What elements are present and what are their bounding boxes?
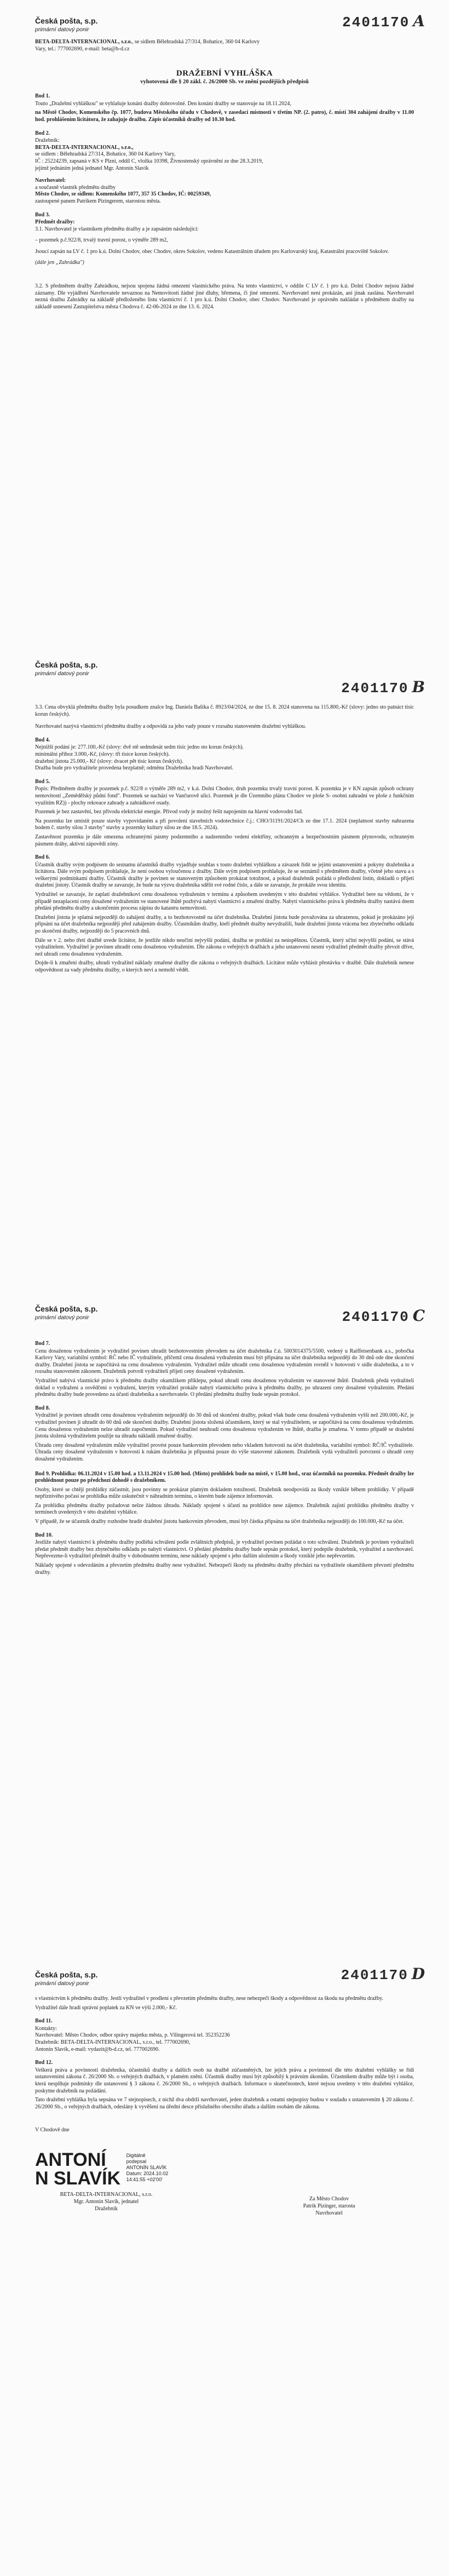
text-line: Předmět dražby: [35,219,75,226]
company-name: Česká pošta, s.p. [35,1970,98,1979]
paragraph: Veškerá práva a povinnosti dražebníka, účastníků dražby a dalších osob na dražbě zúčastněných, lze jejich práva a povinnosti dle této dražební vyhlášky se řídí ustanoveními zákona č. 26/2000 Sb. o veřejných dražbách, v platném znění. Účastník dražby musí být způsobilý k právním úkonům. Účastníkem dražby může být i osoba, která nesplňuje podmínky dle ustanovení § 3 zákona č. 26/2000 Sb., o veřejných dražbách. Informace o skutečnostech, které nejsou uvedeny v této dražební vyhlášce, poskytne dražebník na požádání. [35,2067,414,2094]
paragraph: Dojde-li k zmaření dražby, uhradí vydražitel náklady zmařené dražby dle zákona o veřejných dražbách. Licitátor může vyhlásit přestávku v dražbě. Dále dražebník nenese odpovědnost za vady předmětu dražby, o kterých neví a nemohl vědět. [35,960,414,973]
signature-meta-line: Digitálně [126,2152,146,2158]
paragraph: V případě, že se účastník dražby rozhodne hradit dražební jistotu bankovním převodem, musí být částka připsána na účet dražebníka nejpozději do 100.000,-Kč na účet. [35,1519,404,1525]
signature-meta-line: ANTONÍN SLAVÍK [126,2164,167,2170]
page-header [35,1970,97,1988]
document-page-4 [0,1932,449,2576]
text-line: Nejnižší podání je: 277.100,-Kč (slovy: dvě stě sedmdesát sedm tisíc jedno sto korun českých). [35,744,244,751]
company-name: Česká pošta, s.p. [35,1304,98,1313]
paragraph: Pozemek je bez zastavění, bez přívodu elektrické energie. Přívod vody je možný řešit napojením na hlavní vodovodní řad. [35,809,303,815]
document-number [341,678,426,697]
paragraph: Cenu dosaženou vydražením je vydražitel povinen uhradit bezhotovostním převodem na účet dražebníka č.ú. 5003014375/5500, vedený u Raiffeisenbank a.s., pobočka Karlovy Vary, variabilní symbol: RČ nebo IČ vydražitele, přičemž cena dosažená vydražením musí být připsána na účet dražebníka nejpozději do 30 dnů ode dne skončení dražby. Dražební jistota se započítává na cenu dosaženou vydražením. Vydražitel může uhradit cenu dosaženou vydražením rovněž v hotovosti v sídle dražebníka, a to v rozsahu stanoveném zákonem. Dražebník potvrdí vydražiteli přijetí ceny dosažené vydražením. [35,1348,414,1375]
paragraph: Náklady spojené s odevzdáním a převzetím předmětu dražby nese vydražitel. Nebezpečí škody na předmětu dražby přechází na vydražitele okamžikem převzetí předmětu dražby. [35,1562,414,1576]
digital-signature [35,2150,210,2188]
text-line: dražební jistota 25.000,- Kč (slovy: dvacet pět tisíc korun českých). [35,758,183,764]
text-line: Dražebník: BETA-DELTA-INTERNACIONAL, s.r.o., tel. 777002690, [35,2039,191,2045]
section-heading: Bod 2. [35,130,50,136]
text-line: IČ : 25224239, zapsaná v KS v Plzni, oddíl C, vložka 10398, Živnostenský oprávnění ze dne 28.3.2019, [35,158,263,164]
signature-name-line-2: N SLAVÍK [35,2167,121,2189]
document-subtitle: vyhotovená dle § 20 zákl. č. 26/2000 Sb. ve znění pozdějších předpisů [140,78,309,85]
text-line: zastoupené panem Patrikem Pizingerem, starostou města. [35,198,161,204]
section-heading: Bod 1. [35,93,50,100]
signature-meta-line: podepsal [126,2158,147,2164]
page-header [35,1304,97,1322]
text-line: BETA-DELTA-INTERNACIONAL, s.r.o., [35,144,134,151]
sender-line-1 [35,39,260,45]
section-heading: Bod 4. [35,737,50,743]
sender-address: , se sídlem Bělehradská 27/314, Bohatice, 360 04 Karlovy [131,39,260,45]
text-line: Dražebník: [35,137,60,144]
signature-area [35,2150,414,2244]
text-line: Jsoucí zapsán na LV č. 1 pro k.ú. Dolní Chodov, obec Chodov, okres Sokolov, vedeno Katastrálním úřadem pro Karlovarský kraj, Katastrální pracoviště Sokolov. [35,248,389,255]
text-line: Navrhovatel: [35,177,66,184]
paragraph: Dále se v 2. nebo třetí dražbě uvede licitátor, že jestliže nikdo neučiní nejvyšší podání, dražba se prohlásí za neúspěšnou. Účastník, který učiní nejvyšší podání, se stává vydražitelem. Vydražitel je povinen uhradit cenu dosaženou vydražením. Dle zákona o veřejných dražbách a jeho ustanovení nesmí vydražitel předmět dražby převzít dříve, než uhradí cenu dosaženou vydražením. [35,937,414,957]
paragraph: Tato dražební vyhláška byla sepsána ve 7 stejnopisech, z nichž dva obdrží navrhovatel, jeden dražebník a ostatní stejnopisy budou v souladu s ustanovením § 20 zákona č. 26/2000 Sb., o veřejných dražbách, odeslány k vyvěšení na úřední desce příslušného obecního úřadu a dalším osobám dle zákona. [35,2097,414,2110]
signature-meta [126,2150,169,2183]
paragraph: Vydražitel je povinen uhradit cenu dosaženou vydražením nejpozději do 30 dnů od skončení dražby, pokud však bude cena dosažená vydražením vyšší než 200.000,-Kč, je vydražitel povinen ji uhradit do 60 dnů ode skončení dražby. Dražební jistota složená účastníkem, který se stal vydražitelem, se započítává na cenu dosaženou vydražením. Cenu dosaženou vydražením nelze uhradit započtením. Pokud vydražitel neuhradí cenu dosaženou vydražením ve lhůtě, dražba je zmařena. V tomto případě se dražební jistota složená vydražitelem použije na úhradu nákladů zmařené dražby. [35,1412,414,1440]
paragraph: Navrhovatel nazývá vlastnictví předmětu dražby a odpovídá za jeho vady pouze v rozsahu stanoveném dražební vyhláškou. [35,723,306,730]
page-body [35,704,414,976]
handwritten-mark: C [412,1307,426,1325]
section-heading: Bod 6. [35,854,50,861]
sender-block [35,38,375,53]
signature-name-line-1: ANTONÍ [35,2149,106,2170]
document-number-value: 2401170 [341,1967,408,1983]
page-header [35,16,97,34]
paragraph: Jestliže nabytí vlastnictví k předmětu dražby podléhá schválení podle zvláštních předpisů, je vydražitel povinen požádat o toto schválení. Dražebník je povinen vydražiteli předat předmět dražby bez zbytečného odkladu po nabytí vlastnictví. O předání předmětu dražby bude sepsán protokol, který podepíše dražebník, vydražitel a navrhovatel. Nepřevezme-li vydražitel předmět dražby v dohodnutém termínu, nese náklady spojené s jeho dalším uložením a škody vzniklé jeho nepřevzetím. [35,1539,414,1560]
text-line: se sídlem : Bělehradská 27/314, Bohatice, 360 04 Karlovy Vary, [35,151,176,158]
text-line: a současně vlastník předmětu dražby [35,184,116,191]
company-subtitle: primární datový ponir [35,670,89,677]
text-line: 3.1. Navrhovatel je vlastníkem předmětu dražby a je zapsáním následující: [35,226,199,232]
text-line: Antonín Slavík, e-mail: vydazit@b-d.cz, tel. 777002690. [35,2046,160,2052]
text-line: Město Chodov, se sídlem: Komenského 1077, 357 35 Chodov, IČ: 00259349, [35,191,211,198]
document-title: DRAŽEBNÍ VYHLÁŠKA [176,69,273,78]
paragraph: Touto „Dražební vyhláškou" se vyhlašuje konání dražby dobrovolné. Den konání dražby se stanovuje na 18.11.2024, [35,100,291,107]
paragraph: Za prohlídku předmětu dražby požadovat nelze žádnou úhradu. Náklady spojené s účastí na prohlídce nese zájemce. Dražebník zajistí prohlídku předmětu dražby v termínech uvedených v této dražební vyhlášce. [35,1502,414,1516]
caption-line: Dražebník [95,2205,118,2212]
company-name: Česká pošta, s.p. [35,660,98,669]
section-heading: Bod 12. [35,2060,53,2066]
paragraph: Úhradu ceny dosažené vydražením může vydražitel provést pouze bankovním převodem nebo vkladem hotovosti na účet dražebníka, variabilní symbol: RČ/IČ vydražitele. Úhrada ceny dosažené vydražením v hotovosti k rukám dražebníka je přípustná pouze do výše stanovené zákonem. Dražebník vydá vydražiteli potvrzení o úhradě ceny dosažené vydražením. [35,1442,414,1462]
handwritten-mark: D [411,1965,426,1983]
company-subtitle: primární datový ponir [35,1980,89,1987]
section-heading: Bod 7. [35,1341,50,1347]
signature-meta-line: Datum: 2024.10.02 [126,2170,169,2176]
page-body [35,65,414,313]
paragraph: Na pozemku lze umístit pouze stavby vypovídaném a při povolení stavebních vodotechnice č.j.: CHO/31191/2024/Ch ze dne 17.1. 2024 (neplatnost stavby nahrazena bodem č. stavby silou 3 stavby" stavby a pozemky kultury silou ze dne 18.5. 2024). [35,818,414,831]
section-heading: Bod 5. [35,778,50,785]
paragraph: Popis: Předmětem dražby je pozemek p.č. 922/8 o výměře 289 m2, v k.ú. Dolní Chodov, druh pozemku trvalý travní porost. K pozemku je v KN zapsán způsob ochrany nemovitostí „Zemědělský půdní fond". Pozemek se nachází ve Vančurově ulici. Pozemek je dle Územního plánu Chodov ve ploše S- osobní zahradní ve ploše z funkčním využitím RZ)) - plochy rekreace zahrady a zahrádkové osady. [35,786,414,806]
dražebník-signature [35,2150,210,2212]
signature-name [35,2150,120,2188]
document-number-value: 2401170 [342,14,410,31]
document-number [341,1965,427,1983]
signature-meta-line: 14:41:55 +02'00' [126,2176,163,2182]
document-page-3 [0,1288,449,1932]
paragraph: 3.3. Cena obvyklá předmětu dražby byla posudkem znalce Ing. Daniela Bašíka č. 8923/04/2024, ze dne 15. 8. 2024 stanovena na 115.800,-Kč (slovy: jedno sto patnáct tisíc korun českých). [35,704,414,717]
paragraph: Zastavěnost pozemku je dále omezena ochrannými pásmy podzemního a nadzemního vedení elektřiny, ochranným a bezpečnostním pásmem plynovodu, ochranným pásmem dráhy, aktivní zápovědí zóny. [35,833,414,847]
document-number-value: 2401170 [341,680,409,697]
handwritten-mark: B [412,678,426,696]
section-heading: Bod 3. [35,211,50,218]
document-page-2 [0,644,449,1288]
text-line: Navrhovatel: Město Chodov, odbor správy majetku města, p. Vilingerová tel. 352352236 [35,2032,230,2039]
company-subtitle: primární datový ponir [35,1314,89,1321]
document-number [342,12,426,31]
section-heading: Bod 8. [35,1405,50,1411]
page-header [35,660,97,678]
signature-caption [35,2191,177,2212]
text-line: Kontakty: [35,2025,57,2032]
document-page-1 [0,0,449,644]
text-line: – pozemek p.č.922/8, trvalý travní porost, o výměře 289 m2, [35,237,168,244]
page-body [35,1996,414,2244]
paragraph: na Městě Chodov, Komenského čp. 1077, budova Městského úřadu v Chodově, v zasedací místnosti v třetím NP. (2. patro), č. místí 304 zahájení dražby v 11.00 hod. prohlášením licitátora, že zahajuje dražbu. Zápis účastníků dražby od 10.30 hod. [35,110,414,123]
sender-company: BETA-DELTA-INTERNACIONAL, s.r.o. [35,39,132,45]
text-line: jejímž jednáním jedná jednatel Mgr. Antonín Slavík [35,165,149,171]
document-number-value: 2401170 [342,1309,410,1325]
section-heading: Bod 11. [35,2018,53,2025]
paragraph: 3.2. S předmětem dražby Zahrádkou, nejsou spojena žádná omezení vlastnického práva. Na tento vlastnictví, v oddíle C LV č. 1 pro k.ú. Dolní Chodov nejsou žádné záznamy. Dle vyjádření Navrhovatele nevaznou na Nemovitosti žádné jiné dluhy, břemena, či jiné omezení. Navrhovatel není prokázán, ani jinak zaslána. Navrhovatel nezná dražbu Zahrádky na základě předloženého listu vlastnictví č. 1 pro k.ú. Dolní Chodov, obec Chodov. Navrhovatel je oprávněn nakládat s předmětem dražby na základě usnesení Zastupitelstva města Chodova č. 42-06-2024 ze dne 13. 6. 2024. [35,283,414,310]
document-number [342,1307,426,1325]
paragraph: Účastník dražby svým podpisem do seznamu účastníků dražby vyjadřuje souhlas s touto dražební vyhláškou a závazek řídit se jejími ustanoveními a pokyny dražebníka a licitátora. Dále svým podpisem prohlašuje, že není osobou vyloučenou z dražby. Dále svým podpisem prohlašuje, že se seznámil s předmětem dražby, včetně jeho stavu a s veškerými podmínkami dražby. Účastník dražby je povinen se stanoveným způsobem prokázat totožnost, a pokud dražebník požádá o předložení listin, dokladů o přijetí dražební jistoty. Účastník dražby se zavazuje, že bude na výzvu dražebníka sdělit své rodné číslo, a dále se zavazuje, že prokáže svou identitu. [35,861,414,889]
paragraph: Bod 9. Prohlídka: 06.11.2024 v 15.00 hod. a 13.11.2024 v 15.00 hod. (Místo) prohlídek bude na místě, v 15.00 hod., sraz účastníků na pozemku. Předmět dražby lze prohlédnout pouze po předchozí dohodě s dražebníkem. [35,1470,414,1484]
paragraph: s vlastnictvím k předmětu dražby. Jestli vydražitel v prodlení s převzetím předmětu dražby, nese nebezpečí škody a odpovědnost za škodu na předmětu dražby. [35,1996,383,2002]
text-line: (dále jen „Zahrádka") [35,260,84,266]
place-date: V Chodově dne [35,2127,70,2134]
caption-line: Patrik Pizinger, starosta [303,2203,355,2209]
sender-line-2: Vary, tel.: 777002690, e-mail: beta@b-d.cz [35,46,130,52]
paragraph: Dražební jistota je splatná nejpozději do zahájení dražby, a to bezhotovostně na účet dražebníka. Dražební jistota bude považována za uhrazenou, pokud je prokázáno její připsání na účet dražebníka nejpozději před zahájením dražby. Účastníkům dražby, kteří předmět dražby nevydražili, bude dražební jistota vrácena bez zbytečného odkladu po skončení dražby, nejpozději do 5 pracovních dnů. [35,914,414,935]
caption-line: Za Město Chodov [309,2195,349,2202]
caption-line: BETA-DELTA-INTERNACIONAL, s.r.o. [60,2191,153,2198]
paragraph: Vydražitel se zavazuje, že zaplatí dražebníkovi cenu dosaženou vydražením v termínu a způsobem uvedeným v této dražební vyhlášce. Vydražitel bere na vědomí, že v případě nezaplacení ceny dosažené vydražením ve stanovené lhůtě pozbývá nabytí vlastnictví a zmaření dražby. Nabytí vlastnického práva k předmětu dražby nastává dnem předání předmětu dražby a ukončením procesu zápisu do katastru nemovitostí. [35,892,414,912]
page-body [35,1334,414,1578]
caption-line: Mgr. Antonín Slavík, jednatel [73,2198,139,2205]
paragraph: Vydražitel nabývá vlastnické právo k předmětu dražby okamžikem příklepu, pokud uhradí cenu dosaženou vydražením ve stanovené lhůtě. Dražebník předá vydražiteli doklad o vydražení a osvědčení o vydražení, kterým vydražitel prokáže nabytí vlastnického práva k předmětu dražby, po uhrazení ceny dosažené vydražením. Předání předmětu dražby bude provedeno za účasti dražebníka a navrhovatele. O předání předmětu dražby bude sepsán protokol. [35,1377,414,1398]
paragraph: Vydražitel dále hradí správní poplatek za KN ve výši 2.000,- Kč. [35,2004,177,2011]
text-line: minimální příhoz 3.000,-Kč, (slovy: tři tisíce korun českých). [35,751,170,757]
caption-line: Navrhovatel [315,2210,343,2216]
navrhovatel-signature [266,2195,392,2217]
section-heading: Bod 10. [35,1532,53,1538]
paragraph: Osoby, které se chtějí prohlídky zúčastnit, jsou povinny se prokázat platným dokladem totožnosti. Dražebník neodpovídá za škody vzniklé během prohlídky. V případě nepříznivého počasí se prohlídka může uskutečnit v náhradním termínu, o kterém bude zájemce informován. [35,1486,414,1500]
handwritten-mark: A [413,12,426,30]
company-subtitle: primární datový ponir [35,26,89,33]
company-name: Česká pošta, s.p. [35,16,98,25]
text-line: Dražba bude pro vydražitele provedena bezplatně; odměnu Dražebníka hradí Navrhovatel. [35,765,234,772]
